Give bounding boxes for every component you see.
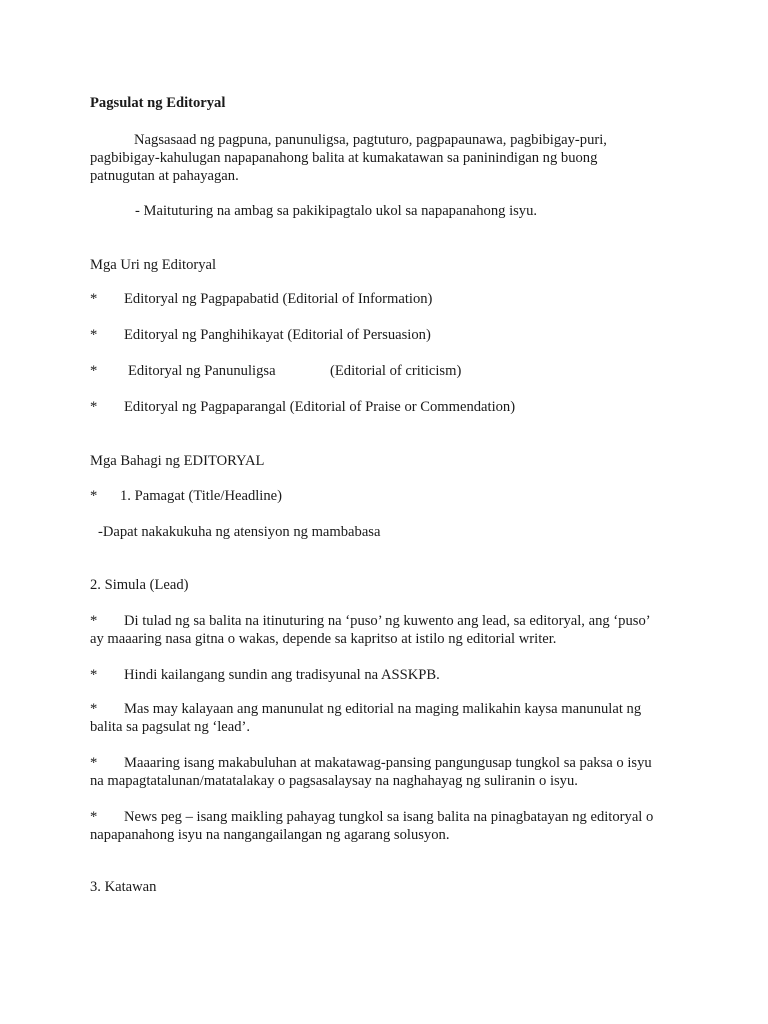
intro-line-2: pagbibigay-kahulugan napapanahong balita at kumakatawan sa paninindigan ng buong [90,150,598,166]
bullet-symbol: * [90,809,98,825]
lead-point-text: Maaaring isang makabuluhan at makatawag-pansing pangungusap tungkol sa paksa o isyu [124,755,652,771]
part-1-note: -Dapat nakakukuha ng atensiyon ng mambabasa [98,524,381,540]
lead-point-4 [90,754,690,790]
type-item-3 [90,362,276,380]
lead-point-text: Mas may kalayaan ang manunulat ng editorial na maging malikahin kaysa manunulat ng [124,701,642,717]
types-heading: Mga Uri ng Editoryal [90,257,217,273]
bullet-symbol: * [90,755,98,771]
type-item-3-english: (Editorial of criticism) [330,363,462,379]
bullet-symbol: * [90,701,98,717]
part-3-heading: 3. Katawan [90,879,157,895]
document-title: Pagsulat ng Editoryal [90,95,226,111]
intro-note: - Maituturing na ambag sa pakikipagtalo ukol sa napapanahong isyu. [135,203,538,219]
type-item-4 [90,398,515,416]
lead-point-continuation: na mapagtatalunan/matatalakay o pagsasalaysay na naghahayag ng suliranin o isyu. [90,773,578,789]
lead-point-3 [90,700,690,736]
type-item-2 [90,326,431,344]
type-item-1 [90,290,432,308]
type-item-text: Editoryal ng Pagpaparangal (Editorial of Praise or Commendation) [124,399,516,415]
bullet-symbol: * [90,291,98,307]
intro-line-3: patnugutan at pahayagan. [90,168,239,184]
type-item-text: Editoryal ng Panunuligsa [128,363,276,379]
bullet-symbol: * [90,363,98,379]
lead-point-text: Di tulad ng sa balita na itinuturing na ‘puso’ ng kuwento ang lead, sa editoryal, ang ‘puso’ [124,613,651,629]
part-1-text: 1. Pamagat (Title/Headline) [120,488,282,504]
bullet-symbol: * [90,488,98,504]
lead-point-1 [90,612,690,648]
lead-point-5 [90,808,690,844]
type-item-text: Editoryal ng Panghihikayat (Editorial of Persuasion) [124,327,431,343]
part-1 [90,487,282,505]
bullet-symbol: * [90,667,98,683]
part-2-heading: 2. Simula (Lead) [90,577,189,593]
lead-point-continuation: ay maaaring nasa gitna o wakas, depende sa kapritso at istilo ng editorial writer. [90,631,557,647]
lead-point-text: News peg – isang maikling pahayag tungkol sa isang balita na pinagbatayan ng editoryal o [124,809,654,825]
lead-point-2 [90,666,690,684]
lead-point-continuation: balita sa pagsulat ng ‘lead’. [90,719,251,735]
type-item-text: Editoryal ng Pagpapabatid (Editorial of Information) [124,291,433,307]
bullet-symbol: * [90,613,98,629]
intro-line-1: Nagsasaad ng pagpuna, panunuligsa, pagtuturo, pagpapaunawa, pagbibigay-puri, [134,132,607,148]
bullet-symbol: * [90,327,98,343]
bullet-symbol: * [90,399,98,415]
parts-heading: Mga Bahagi ng EDITORYAL [90,453,265,469]
lead-point-continuation: napapanahong isyu na nangangailangan ng agarang solusyon. [90,827,450,843]
lead-point-text: Hindi kailangang sundin ang tradisyunal na ASSKPB. [124,667,440,683]
